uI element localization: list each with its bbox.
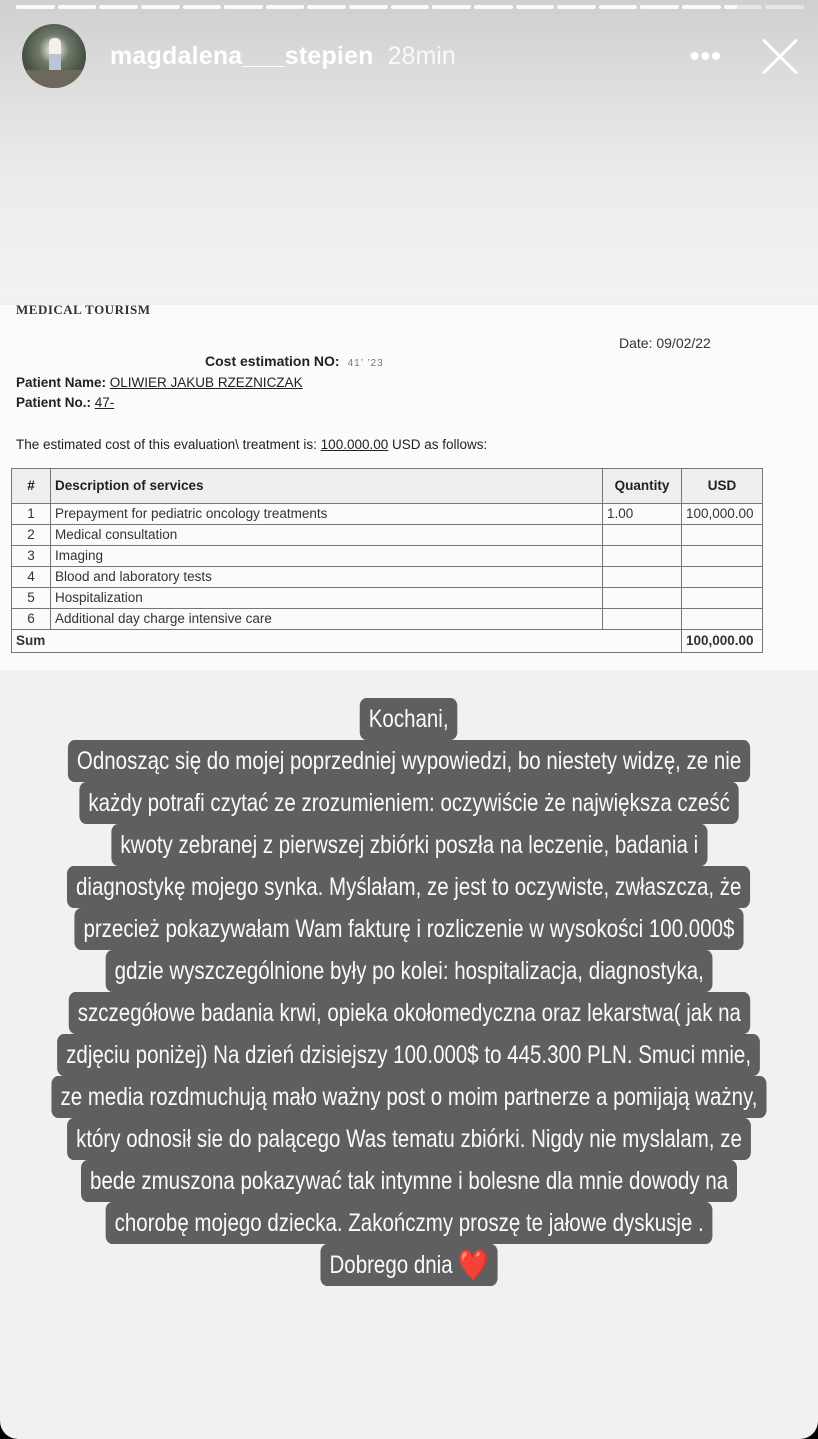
patient-no-row xyxy=(16,393,303,413)
progress-segment xyxy=(99,5,138,9)
table-row xyxy=(12,609,763,630)
caption-line-text: który odnosił sie do palącego Was tematu zbiórki. Nigdy nie myslalam, ze xyxy=(76,1125,742,1153)
row-description: Imaging xyxy=(51,546,603,567)
sum-label: Sum xyxy=(12,630,682,653)
progress-segment-fill xyxy=(307,5,346,9)
progress-segment xyxy=(765,5,804,9)
progress-segment xyxy=(349,5,388,9)
progress-segment xyxy=(724,5,763,9)
row-usd xyxy=(682,609,763,630)
story-header xyxy=(22,24,800,88)
caption-line xyxy=(105,1202,712,1244)
caption-line xyxy=(68,740,750,782)
row-number: 4 xyxy=(12,567,51,588)
caption-line-text: zdjęciu poniżej) Na dzień dzisiejszy 100.000$ to 445.300 PLN. Smuci mnie, xyxy=(66,1041,752,1069)
progress-segment-fill xyxy=(141,5,180,9)
caption-line-text: kwoty zebranej z pierwszej zbiórki poszła na leczenie, badania i xyxy=(120,831,698,859)
services-table xyxy=(11,468,763,653)
row-quantity xyxy=(603,609,682,630)
cost-estimation-document xyxy=(0,302,818,670)
caption-line xyxy=(81,1160,737,1202)
caption-line-text: Dobrego dnia xyxy=(329,1251,453,1279)
caption-line-text: gdzie wyszczególnione były po kolei: hospitalizacja, diagnostyka, xyxy=(114,957,704,985)
progress-segment xyxy=(141,5,180,9)
ellipsis-icon[interactable]: ••• xyxy=(689,40,722,71)
row-number: 3 xyxy=(12,546,51,567)
document-header: MEDICAL TOURISM xyxy=(16,302,151,317)
progress-segment xyxy=(16,5,55,9)
cost-estimation-label: Cost estimation NO: xyxy=(205,353,340,369)
table-row xyxy=(12,504,763,525)
progress-segment xyxy=(682,5,721,9)
progress-segment-fill xyxy=(349,5,388,9)
row-description: Blood and laboratory tests xyxy=(51,567,603,588)
row-usd xyxy=(682,546,763,567)
progress-segment-fill xyxy=(16,5,55,9)
caption-line xyxy=(360,698,458,740)
row-quantity xyxy=(603,588,682,609)
row-usd xyxy=(682,567,763,588)
progress-segment-fill xyxy=(432,5,471,9)
caption-line xyxy=(68,992,749,1034)
close-icon[interactable] xyxy=(760,36,800,76)
progress-segment-fill xyxy=(516,5,555,9)
row-quantity xyxy=(603,567,682,588)
row-usd xyxy=(682,588,763,609)
header-description: Description of services xyxy=(51,469,603,504)
row-usd: 100,000.00 xyxy=(682,504,763,525)
caption-line-text: Kochani, xyxy=(369,705,449,733)
cost-estimation-number xyxy=(205,353,384,369)
row-description: Hospitalization xyxy=(51,588,603,609)
caption-line xyxy=(320,1244,497,1286)
red-heart-emoji-icon: ❤️ xyxy=(458,1249,489,1282)
document-date: Date: 09/02/22 xyxy=(619,335,711,351)
progress-segment xyxy=(183,5,222,9)
progress-segment xyxy=(391,5,430,9)
row-description: Medical consultation xyxy=(51,525,603,546)
caption-line-text: diagnostykę mojego synka. Myślałam, ze jest to oczywiste, zwłaszcza, że xyxy=(76,873,742,901)
progress-segment xyxy=(58,5,97,9)
row-description: Prepayment for pediatric oncology treatments xyxy=(51,504,603,525)
progress-segment xyxy=(516,5,555,9)
progress-segment-fill xyxy=(266,5,305,9)
caption-line xyxy=(111,824,707,866)
row-quantity xyxy=(603,525,682,546)
caption-line xyxy=(105,950,712,992)
row-quantity: 1.00 xyxy=(603,504,682,525)
story-caption xyxy=(0,698,818,1286)
header-number: # xyxy=(12,469,51,504)
caption-line-text: każdy potrafi czytać ze zrozumieniem: oczywiście że największa cześć xyxy=(88,789,730,817)
estimate-amount: 100.000.00 xyxy=(320,437,389,452)
patient-no: 47- xyxy=(94,395,115,410)
progress-segment-fill xyxy=(99,5,138,9)
cost-estimation-value: 41’ ’23 xyxy=(347,358,384,369)
patient-name: OLIWIER JAKUB RZEZNICZAK xyxy=(109,375,303,390)
row-usd xyxy=(682,525,763,546)
row-number: 1 xyxy=(12,504,51,525)
progress-segment xyxy=(599,5,638,9)
sum-value: 100,000.00 xyxy=(682,630,763,653)
caption-line xyxy=(75,908,744,950)
table-row xyxy=(12,546,763,567)
caption-line xyxy=(79,782,738,824)
caption-line xyxy=(67,1118,751,1160)
progress-segment xyxy=(432,5,471,9)
estimate-prefix: The estimated cost of this evaluation\ treatment is: xyxy=(16,437,317,452)
table-row xyxy=(12,525,763,546)
post-timestamp: 28min xyxy=(387,41,456,70)
username[interactable]: magdalena___stepien xyxy=(110,41,374,70)
progress-segment-fill xyxy=(599,5,638,9)
caption-line xyxy=(52,1076,767,1118)
progress-segment xyxy=(474,5,513,9)
table-sum-row xyxy=(12,630,763,653)
patient-name-label: Patient Name: xyxy=(16,375,107,390)
patient-info xyxy=(16,373,303,413)
progress-segment xyxy=(224,5,263,9)
header-usd: USD xyxy=(682,469,763,504)
row-number: 5 xyxy=(12,588,51,609)
table-row xyxy=(12,567,763,588)
row-description: Additional day charge intensive care xyxy=(51,609,603,630)
table-row xyxy=(12,588,763,609)
progress-segment-fill xyxy=(391,5,430,9)
caption-line-text: chorobę mojego dziecka. Zakończmy proszę te jałowe dyskusje . xyxy=(114,1209,704,1237)
avatar[interactable] xyxy=(22,24,86,88)
progress-segment xyxy=(266,5,305,9)
caption-line-text: ze media rozdmuchują mało ważny post o moim partnerze a pomijają ważny, xyxy=(60,1083,758,1111)
caption-line-text: bede zmuszona pokazywać tak intymne i bolesne dla mnie dowody na xyxy=(89,1167,729,1195)
patient-name-row xyxy=(16,373,303,393)
story-progress-bar xyxy=(16,5,804,9)
header-quantity: Quantity xyxy=(603,469,682,504)
caption-line xyxy=(58,1034,761,1076)
progress-segment-fill xyxy=(183,5,222,9)
progress-segment-fill xyxy=(640,5,679,9)
row-number: 2 xyxy=(12,525,51,546)
table-header-row xyxy=(12,469,763,504)
progress-segment xyxy=(557,5,596,9)
caption-line-text: Odnosząc się do mojej poprzedniej wypowiedzi, bo niestety widzę, ze nie xyxy=(76,747,742,775)
row-number: 6 xyxy=(12,609,51,630)
progress-segment-fill xyxy=(682,5,721,9)
caption-line xyxy=(67,866,750,908)
row-quantity xyxy=(603,546,682,567)
caption-line-text: szczegółowe badania krwi, opieka okołomedyczna oraz lekarstwa( jak na xyxy=(77,999,741,1027)
progress-segment xyxy=(640,5,679,9)
progress-segment-fill xyxy=(557,5,596,9)
progress-segment xyxy=(307,5,346,9)
patient-no-label: Patient No.: xyxy=(16,395,92,410)
estimate-suffix: USD as follows: xyxy=(392,437,488,452)
caption-line-text: przecież pokazywałam Wam fakturę i rozliczenie w wysokości 100.000$ xyxy=(83,915,735,943)
progress-segment-fill xyxy=(58,5,97,9)
progress-segment-fill xyxy=(474,5,513,9)
estimate-summary xyxy=(16,437,487,452)
progress-segment-fill xyxy=(724,5,738,9)
progress-segment-fill xyxy=(224,5,263,9)
